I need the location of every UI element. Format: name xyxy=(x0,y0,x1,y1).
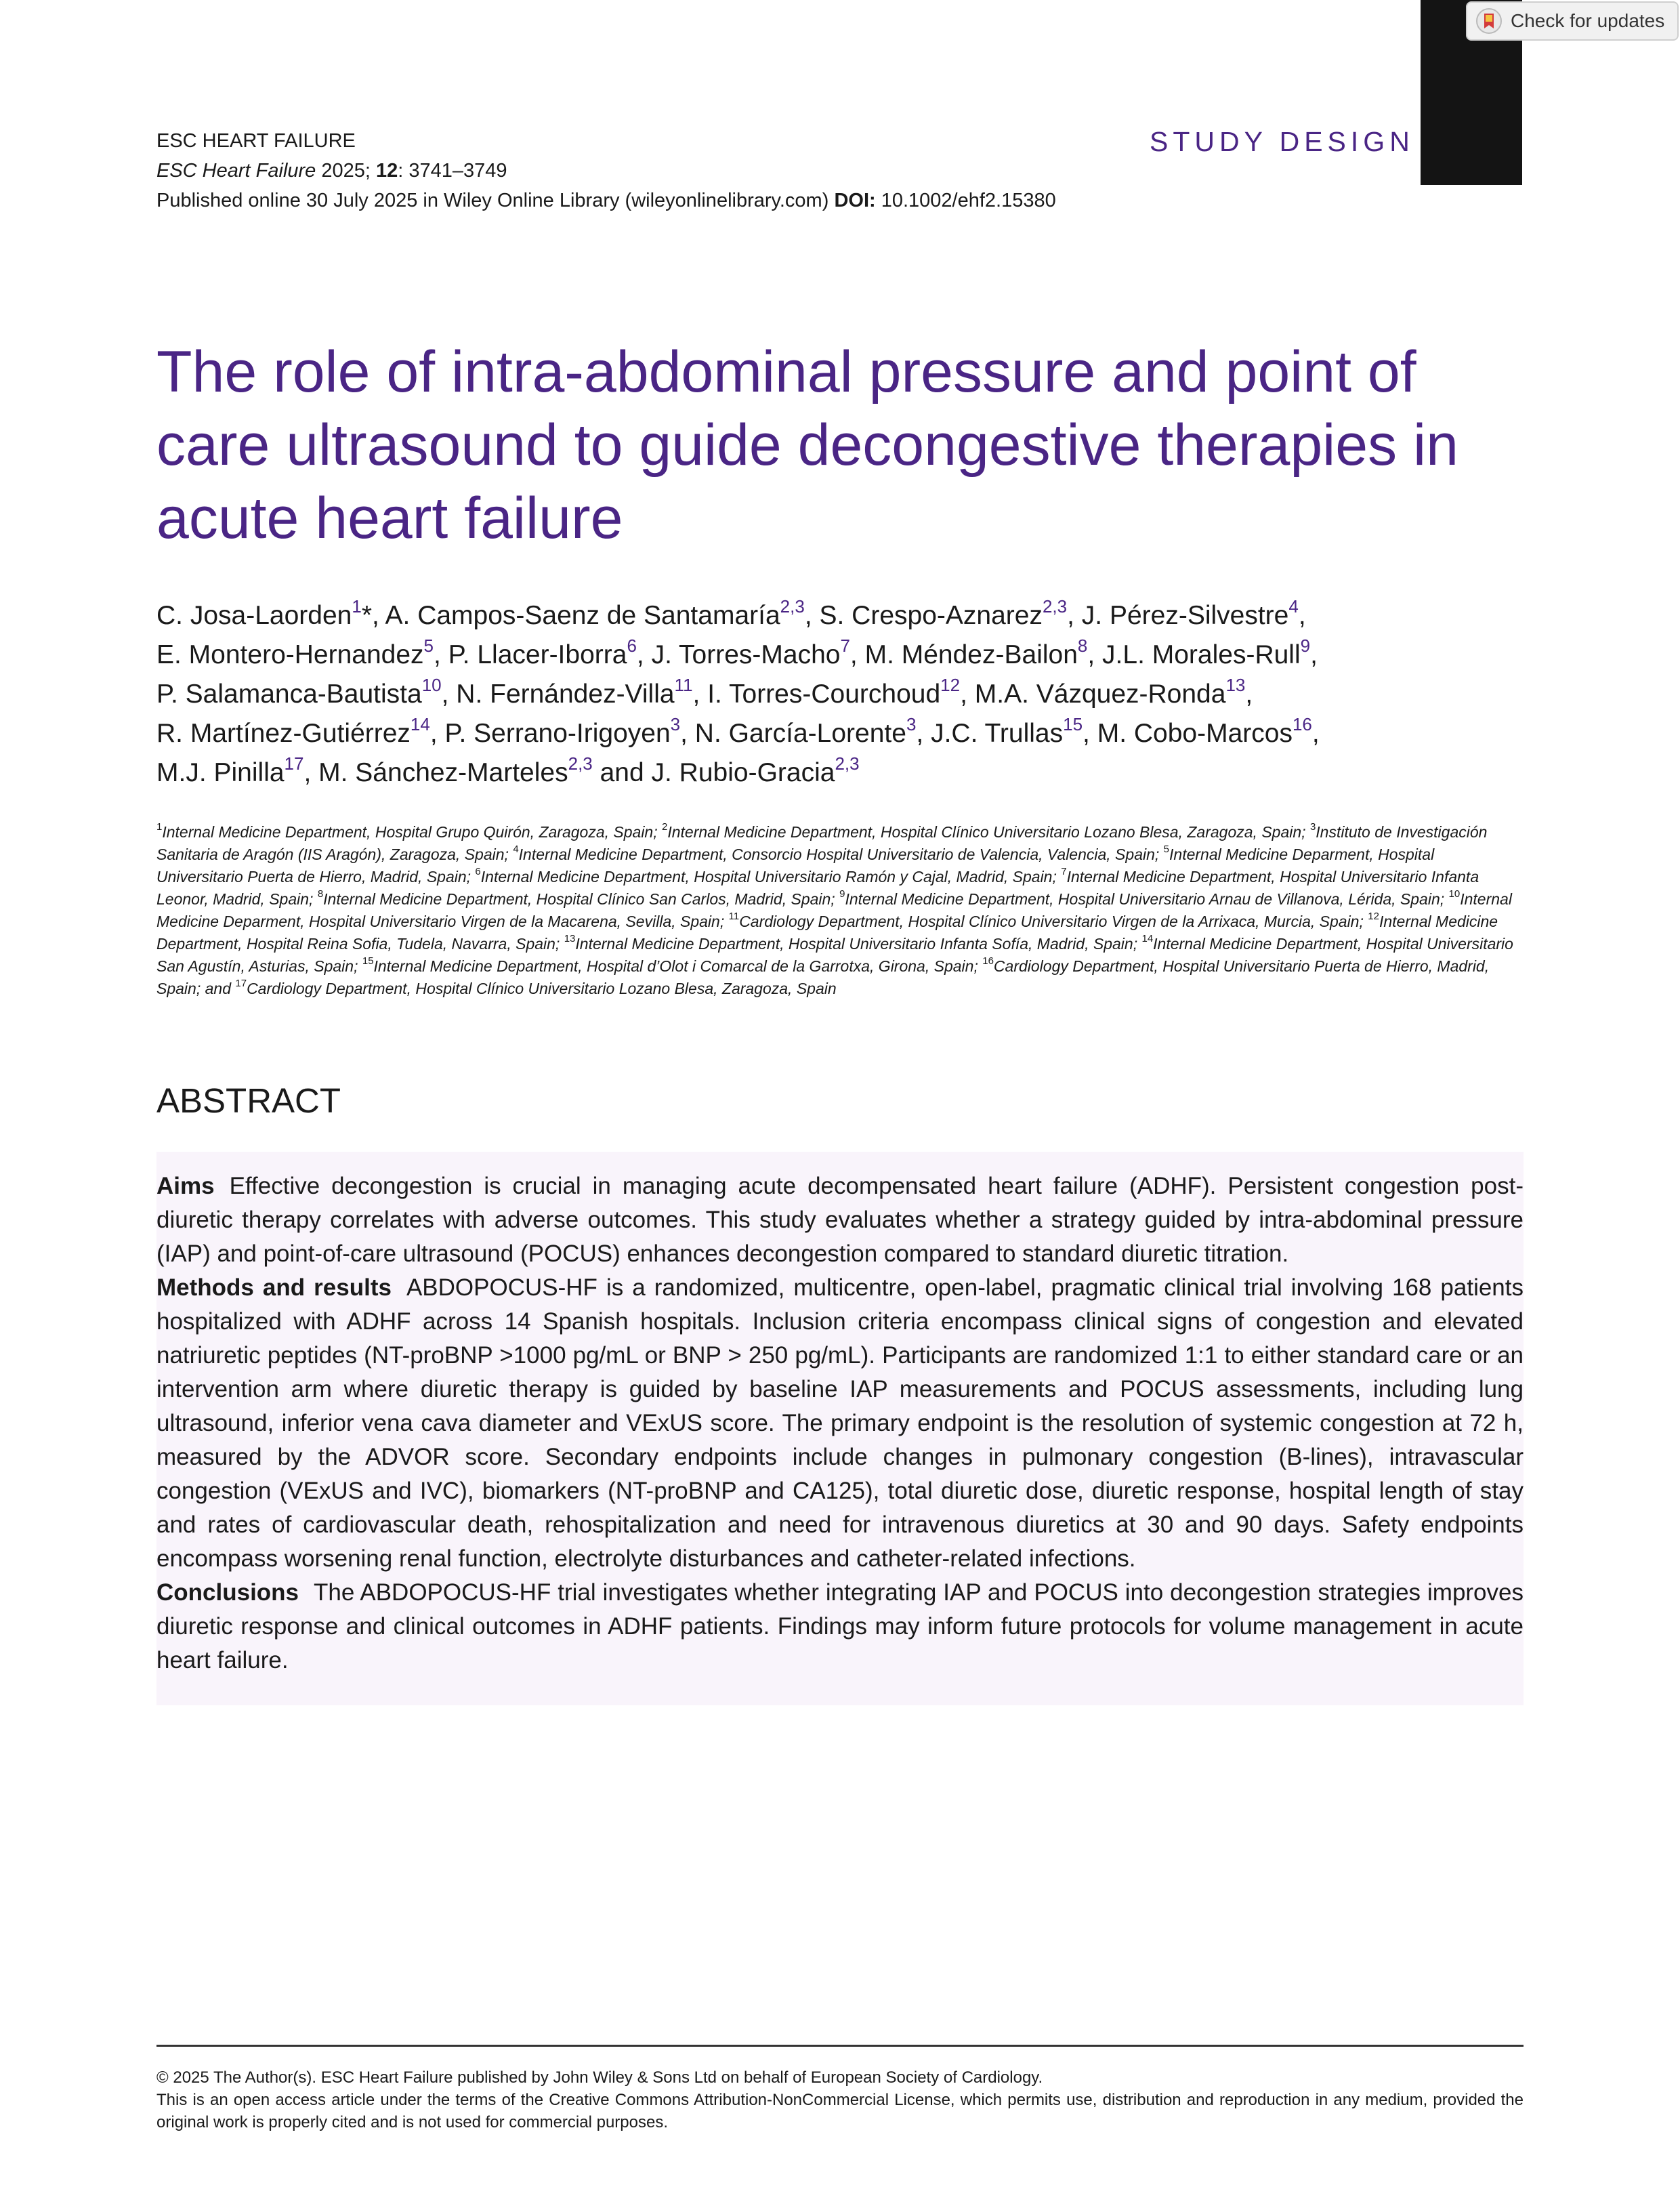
author: P. Llacer-Iborra xyxy=(448,640,627,669)
check-for-updates-button[interactable] xyxy=(1466,1,1679,41)
author: J. Pérez-Silvestre xyxy=(1081,601,1289,630)
article-title: The role of intra-abdominal pressure and point of care ultrasound to guide decongestive therapies in acute heart failure xyxy=(156,339,1458,551)
author-affil-ref[interactable]: 9 xyxy=(1300,636,1311,656)
author: P. Salamanca-Bautista xyxy=(156,680,422,709)
author: M.J. Pinilla xyxy=(156,758,285,787)
author-line: R. Martínez-Gutiérrez$^{14}$, P. Serrano-Irigoyen$^3$, N. García-Lorente$^3$, J.C. Trullas$^{15}$, M. Cobo-Marcos$^{16}$, xyxy=(156,714,1320,748)
author-affil-ref[interactable]: 2,3 xyxy=(835,753,860,774)
abstract-aims-label: Aims xyxy=(156,1173,215,1199)
author: P. Serrano-Irigoyen xyxy=(444,719,671,748)
footer-divider xyxy=(156,2045,1524,2047)
journal-citation: ESC Heart Failure 2025; 12: 3741–3749 xyxy=(156,160,507,182)
author-line: P. Salamanca-Bautista$^{10}$, N. Fernández-Villa$^{11}$, I. Torres-Courchoud$^{12}$, M.A. Vázquez-Ronda$^{13}$, xyxy=(156,675,1253,709)
author-affil-ref[interactable]: 4 xyxy=(1288,596,1299,617)
abstract-heading: ABSTRACT xyxy=(156,1081,341,1120)
author-affil-ref[interactable]: 10 xyxy=(421,675,442,695)
author-affil-ref[interactable]: 5 xyxy=(423,636,434,656)
abstract-conclusions-label: Conclusions xyxy=(156,1579,299,1606)
author-affil-ref[interactable]: 12 xyxy=(940,675,961,695)
author: I. Torres-Courchoud xyxy=(707,680,941,709)
author: S. Crespo-Aznarez xyxy=(819,601,1043,630)
author-affil-ref[interactable]: 8 xyxy=(1077,636,1088,656)
author: R. Martínez-Gutiérrez xyxy=(156,719,411,748)
footer xyxy=(156,2066,1524,2133)
bookmark-badge-icon xyxy=(1475,7,1503,35)
copyright-notice: © 2025 The Author(s). ESC Heart Failure published by John Wiley & Sons Ltd on behalf of European Society of Cardiology. xyxy=(156,2068,1043,2087)
author-affil-ref[interactable]: 11 xyxy=(674,675,693,695)
abstract-methods-label: Methods and results xyxy=(156,1274,392,1301)
doi-link[interactable]: 10.1002/ehf2.15380 xyxy=(875,190,1056,211)
author-affil-ref[interactable]: 15 xyxy=(1063,714,1083,734)
author-affil-ref[interactable]: 16 xyxy=(1292,714,1312,734)
author-affil-ref[interactable]: 3 xyxy=(906,714,917,734)
author: C. Josa-Laorden xyxy=(156,601,352,630)
author-affil-ref[interactable]: 1 xyxy=(352,596,362,617)
author: J.C. Trullas xyxy=(931,719,1064,748)
journal-header xyxy=(156,126,1056,215)
author: J. Rubio-Gracia xyxy=(651,758,835,787)
author-affil-ref[interactable]: 2,3 xyxy=(780,596,805,617)
abstract-box xyxy=(156,1152,1524,1705)
author: M. Méndez-Bailon xyxy=(864,640,1078,669)
author-affil-ref[interactable]: 17 xyxy=(284,753,304,774)
author-affil-ref[interactable]: 13 xyxy=(1225,675,1246,695)
check-for-updates-label: Check for updates xyxy=(1511,10,1665,31)
abstract-methods: Methods and results ABDOPOCUS-HF is a randomized, multicentre, open-label, pragmatic clinical trial involving 168 patients hospitalized with ADHF across 14 Spanish hospitals. Inclusion criteria encompass clinical signs of congestion and elevated natriuretic peptides (NT-proBNP >1000 pg/mL or BNP > 250 pg/mL). Participants are randomized 1:1 to either standard care or an intervention arm where diuretic therapy is guided by baseline IAP measurements and POCUS assessments, including lung ultrasound, inferior vena cava diameter and VExUS score. The primary endpoint is the resolution of systemic congestion at 72 h, measured by the ADVOR score. Secondary endpoints include changes in pulmonary congestion (B-lines), intravascular congestion (VExUS and IVC), biomarkers (NT-proBNP and CA125), total diuretic dose, diuretic response, hospital length of stay and rates of cardiovascular death, rehospitalization and need for intravenous diuretics at 30 and 90 days. Safety endpoints encompass worsening renal function, electrolyte disturbances and catheter-related infections. xyxy=(156,1274,1524,1572)
abstract-conclusions: Conclusions The ABDOPOCUS-HF trial investigates whether integrating IAP and POCUS into decongestion strategies improves diuretic response and clinical outcomes in ADHF patients. Findings may inform future protocols for volume management in acute heart failure. xyxy=(156,1579,1524,1673)
author-affil-ref[interactable]: 14 xyxy=(410,714,430,734)
author: M. Cobo-Marcos xyxy=(1097,719,1293,748)
author-list xyxy=(156,596,1545,793)
author-line: E. Montero-Hernandez$^5$, P. Llacer-Iborra$^6$, J. Torres-Macho$^7$, M. Méndez-Bailon$^8$, J.L. Morales-Rull$^9$, xyxy=(156,636,1318,669)
author: J.L. Morales-Rull xyxy=(1102,640,1301,669)
author: E. Montero-Hernandez xyxy=(156,640,424,669)
license-notice: This is an open access article under the terms of the Creative Commons Attribution-NonCommercial License, which permits use, distribution and reproduction in any medium, provided the original work is properly cited and is not used for commercial purposes. xyxy=(156,2091,1524,2131)
author-affil-ref[interactable]: 2,3 xyxy=(1042,596,1068,617)
author: N. Fernández-Villa xyxy=(456,680,675,709)
section-label: STUDY DESIGN xyxy=(1150,126,1414,157)
author-affil-ref[interactable]: 7 xyxy=(840,636,850,656)
author-line: M.J. Pinilla$^{17}$, M. Sánchez-Marteles$^{2,3}$ and J. Rubio-Gracia$^{2,3}$ xyxy=(156,753,860,787)
abstract-aims: Aims Effective decongestion is crucial in managing acute decompensated heart failure (ADHF). Persistent congestion post-diuretic therapy correlates with adverse outcomes. This study evaluates whether a strategy guided by intra-abdominal pressure (IAP) and point-of-care ultrasound (POCUS) enhances decongestion compared to standard diuretic titration. xyxy=(156,1173,1524,1267)
author: M. Sánchez-Marteles xyxy=(318,758,568,787)
author-line: C. Josa-Laorden$^1$*, A. Campos-Saenz de Santamaría$^{2,3}$, S. Crespo-Aznarez$^{2,3}$, J. Pérez-Silvestre$^4$, xyxy=(156,596,1306,630)
author: J. Torres-Macho xyxy=(651,640,841,669)
publication-line: Published online 30 July 2025 in Wiley Online Library (wileyonlinelibrary.com) DOI: 10.1002/ehf2.15380 xyxy=(156,190,1056,211)
author: A. Campos-Saenz de Santamaría xyxy=(385,601,780,630)
affiliations: $^1$Internal Medicine Department, Hospital Grupo Quirón, Zaragoza, Spain; $^2$Internal Medicine Department, Hospital Clínico Universitario Lozano Blesa, Zaragoza, Spain; $^3$Instituto de Investigación Sanitaria de Aragón (IIS Aragón), Zaragoza, Spain; $^4$Internal Medicine Department, Consorcio Hospital Universitario de Valencia, Valencia, Spain; $^5$Internal Medicine Deparment, Hospital Universitario Puerta de Hierro, Madrid, Spain; $^6$Internal Medicine Department, Hospital Universitario Ramón y Cajal, Madrid, Spain; $^7$Internal Medicine Department, Hospital Universitario Infanta Leonor, Madrid, Spain; $^8$Internal Medicine Department, Hospital Clínico San Carlos, Madrid, Spain; $^9$Internal Medicine Department, Hospital Universitario Arnau de Villanova, Lérida, Spain; $^{10}$Internal Medicine Deparment, Hospital Universitario Virgen de la Macarena, Sevilla, Spain; $^{11}$Cardiology Department, Hospital Clínico Universitario Virgen de la Arrixaca, Murcia, Spain; $^{12}$Internal Medicine Department, Hospital Reina Sofia, Tudela, Navarra, Spain; $^{13}$Internal Medicine Department, Hospital Universitario Infanta Sofía, Madrid, Spain; $^{14}$Internal Medicine Department, Hospital Universitario San Agustín, Asturias, Spain; $^{15}$Internal Medicine Department, Hospital d’Olot i Comarcal de la Garrotxa, Girona, Spain; $^{16}$Cardiology Department, Hospital Universitario Puerta de Hierro, Madrid, Spain; and $^{17}$Cardiology Department, Hospital Clínico Universitario Lozano Blesa, Zaragoza, Spain xyxy=(156,821,1513,997)
author-affil-ref[interactable]: 6 xyxy=(627,636,637,656)
author: N. García-Lorente xyxy=(694,719,906,748)
author-affil-ref[interactable]: 3 xyxy=(670,714,681,734)
author: M.A. Vázquez-Ronda xyxy=(974,680,1226,709)
journal-name: ESC HEART FAILURE xyxy=(156,130,356,152)
author-affil-ref[interactable]: 2,3 xyxy=(568,753,593,774)
